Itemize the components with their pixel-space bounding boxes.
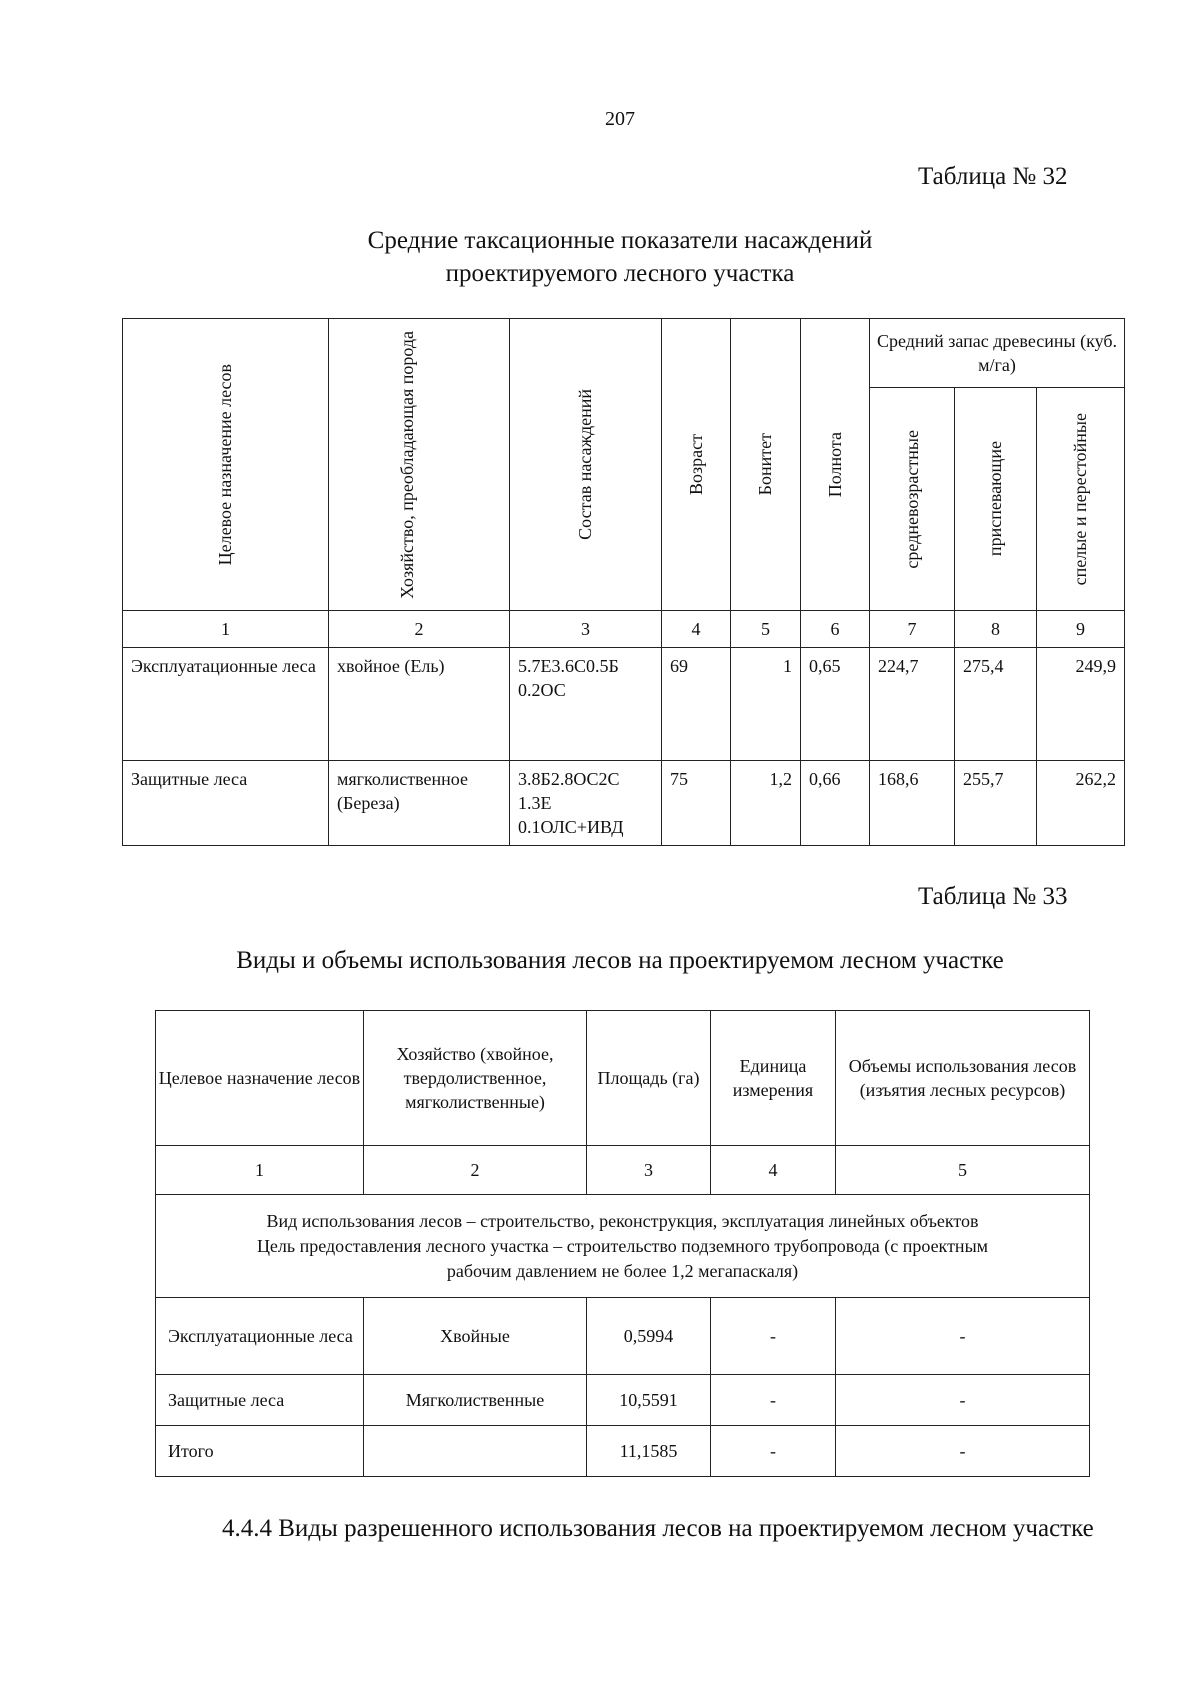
cell-age: 69	[662, 648, 731, 761]
column-number: 1	[123, 611, 329, 648]
cell-purpose: Эксплуатационные леса	[156, 1298, 364, 1375]
cell-mid-age: 224,7	[870, 648, 955, 761]
cell-farm: мягколиственное (Береза)	[329, 761, 510, 846]
header-ripe: спелые и перестойные	[1037, 388, 1125, 611]
cell-area: 11,1585	[587, 1426, 711, 1477]
composition-line: 1.3Е	[518, 793, 552, 813]
column-number: 3	[510, 611, 662, 648]
column-numbers-row	[123, 611, 1125, 648]
table-row	[156, 1298, 1090, 1375]
column-number: 6	[801, 611, 870, 648]
table-33-label: Таблица № 33	[918, 883, 1068, 910]
cell-purpose: Защитные леса	[123, 761, 329, 846]
cell-mid-age: 168,6	[870, 761, 955, 846]
header-unit: Единица измерения	[711, 1011, 836, 1146]
cell-age: 75	[662, 761, 731, 846]
cell-bonitet: 1	[731, 648, 801, 761]
cell-purpose: Итого	[156, 1426, 364, 1477]
cell-purpose: Защитные леса	[156, 1375, 364, 1426]
header-age: Возраст	[662, 319, 731, 611]
cell-farm: хвойное (Ель)	[329, 648, 510, 761]
cell-area: 10,5591	[587, 1375, 711, 1426]
cell-unit: -	[711, 1298, 836, 1375]
cell-area: 0,5994	[587, 1298, 711, 1375]
column-number: 5	[731, 611, 801, 648]
column-number: 7	[870, 611, 955, 648]
column-number: 2	[364, 1146, 587, 1195]
page-number: 207	[605, 108, 635, 130]
cell-ripe: 262,2	[1037, 761, 1125, 846]
cell-bonitet: 1,2	[731, 761, 801, 846]
table-33-title: Виды и объемы использования лесов на проектируемом лесном участке	[236, 947, 1004, 974]
usage-type: Вид использования лесов – строительство, реконструкция, эксплуатация линейных объектов	[266, 1210, 979, 1231]
header-farm: Хозяйство, преобладающая порода	[329, 319, 510, 611]
cell-unit: -	[711, 1426, 836, 1477]
table-32-label: Таблица № 32	[918, 163, 1068, 190]
column-number: 5	[836, 1146, 1090, 1195]
cell-ripening: 275,4	[955, 648, 1037, 761]
header-stock-group: Средний запас древесины (куб. м/га)	[870, 319, 1125, 388]
column-number: 9	[1037, 611, 1125, 648]
cell-composition	[510, 761, 662, 846]
cell-composition	[510, 648, 662, 761]
header-farm: Хозяйство (хвойное, твердолиственное, мягколиственные)	[364, 1011, 587, 1146]
table-row	[123, 761, 1125, 846]
composition-line: 5.7Е3.6С0.5Б	[518, 656, 619, 676]
table-row	[123, 648, 1125, 761]
header-purpose: Целевое назначение лесов	[156, 1011, 364, 1146]
usage-note-row	[156, 1195, 1090, 1298]
usage-note	[156, 1195, 1090, 1298]
cell-volume: -	[836, 1375, 1090, 1426]
header-bonitet: Бонитет	[731, 319, 801, 611]
column-number: 3	[587, 1146, 711, 1195]
column-numbers-row	[156, 1146, 1090, 1195]
table-32	[122, 318, 1125, 846]
column-number: 2	[329, 611, 510, 648]
header-purpose: Целевое назначение лесов	[123, 319, 329, 611]
column-number: 1	[156, 1146, 364, 1195]
usage-purpose-cont: рабочим давлением не более 1,2 мегапаскаля)	[446, 1260, 799, 1281]
usage-purpose: Цель предоставления лесного участка – строительство подземного трубопровода (с проектным	[256, 1235, 989, 1256]
header-volume: Объемы использования лесов (изъятия лесных ресурсов)	[836, 1011, 1090, 1146]
composition-line: 0.1ОЛС+ИВД	[518, 817, 624, 837]
cell-farm: Мягколиственные	[364, 1375, 587, 1426]
table-row	[156, 1375, 1090, 1426]
cell-ripe: 249,9	[1037, 648, 1125, 761]
section-heading: 4.4.4 Виды разрешенного использования лесов на проектируемом лесном участке	[222, 1515, 1094, 1542]
table-33	[155, 1010, 1090, 1477]
column-number: 4	[662, 611, 731, 648]
cell-farm	[364, 1426, 587, 1477]
cell-farm: Хвойные	[364, 1298, 587, 1375]
header-area: Площадь (га)	[587, 1011, 711, 1146]
cell-volume: -	[836, 1426, 1090, 1477]
composition-line: 3.8Б2.8ОС2С	[518, 769, 620, 789]
cell-density: 0,66	[801, 761, 870, 846]
table-32-title-line-1: Средние таксационные показатели насаждений	[367, 227, 873, 254]
cell-volume: -	[836, 1298, 1090, 1375]
header-ripening: приспевающие	[955, 388, 1037, 611]
cell-density: 0,65	[801, 648, 870, 761]
column-number: 4	[711, 1146, 836, 1195]
cell-purpose: Эксплуатационные леса	[123, 648, 329, 761]
table-row-total	[156, 1426, 1090, 1477]
header-composition: Состав насаждений	[510, 319, 662, 611]
header-mid-age: средневозрастные	[870, 388, 955, 611]
column-number: 8	[955, 611, 1037, 648]
table-32-title-line-2: проектируемого лесного участка	[445, 260, 795, 287]
cell-ripening: 255,7	[955, 761, 1037, 846]
header-density: Полнота	[801, 319, 870, 611]
cell-unit: -	[711, 1375, 836, 1426]
table-32-title	[0, 224, 1200, 290]
composition-line: 0.2ОС	[518, 680, 566, 700]
